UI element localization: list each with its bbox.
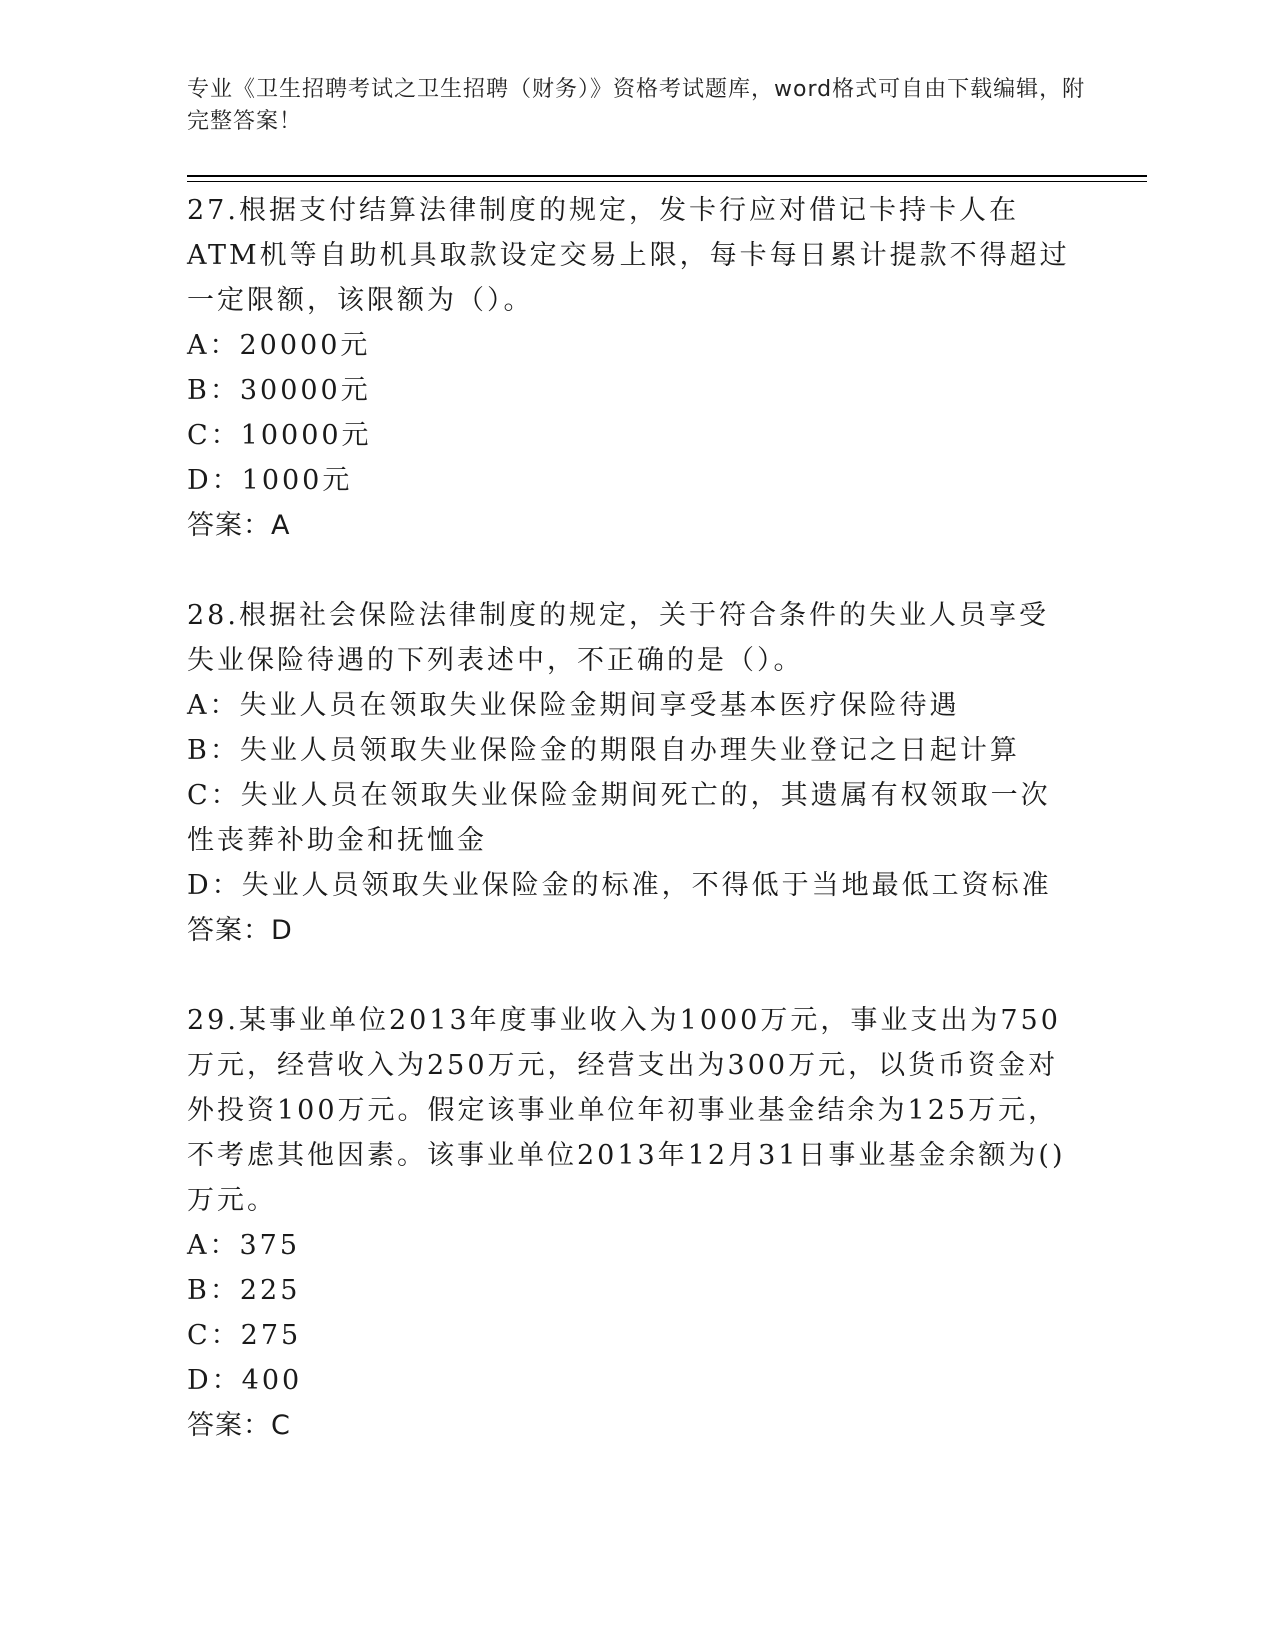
question-stem: 28.根据社会保险法律制度的规定，关于符合条件的失业人员享受失业保险待遇的下列表述中，不正确的是（）。 [187,600,1049,676]
divider-thin [187,181,1147,182]
divider-thick [187,175,1147,177]
option-c: C：10000元 [187,420,372,451]
option-c: C：275 [187,1320,302,1351]
option-a: A：20000元 [187,330,371,361]
option-a: A：失业人员在领取失业保险金期间享受基本医疗保险待遇 [187,690,960,721]
option-d: D：失业人员领取失业保险金的标准，不得低于当地最低工资标准 [187,870,1052,901]
option-b: B：30000元 [187,375,371,406]
answer-line: 答案：C [187,1410,291,1441]
question-stem: 27.根据支付结算法律制度的规定，发卡行应对借记卡持卡人在ATM机等自助机具取款设定交易上限，每卡每日累计提款不得超过一定限额，该限额为（）。 [187,195,1070,316]
option-a: A：375 [187,1230,301,1261]
option-d: D：400 [187,1365,303,1396]
option-c: C：失业人员在领取失业保险金期间死亡的，其遗属有权领取一次性丧葬补助金和抚恤金 [187,780,1051,856]
option-b: B：失业人员领取失业保险金的期限自办理失业登记之日起计算 [187,735,1020,766]
question-27 [187,188,1077,548]
answer-line: 答案：A [187,510,291,541]
question-29 [187,998,1077,1448]
option-b: B：225 [187,1275,301,1306]
question-stem: 29.某事业单位2013年度事业收入为1000万元，事业支出为750万元，经营收入为250万元，经营支出为300万元，以货币资金对外投资100万元。假定该事业单位年初事业基金结余为125万元，不考虑其他因素。该事业单位2013年12月31日事业基金余额为()万元。 [187,1005,1066,1216]
question-28 [187,593,1077,953]
option-d: D：1000元 [187,465,353,496]
document-intro: 专业《卫生招聘考试之卫生招聘（财务）》资格考试题库，word格式可自由下载编辑，附完整答案！ [187,77,1086,134]
answer-line: 答案：D [187,915,293,946]
question-list [187,188,1077,1493]
